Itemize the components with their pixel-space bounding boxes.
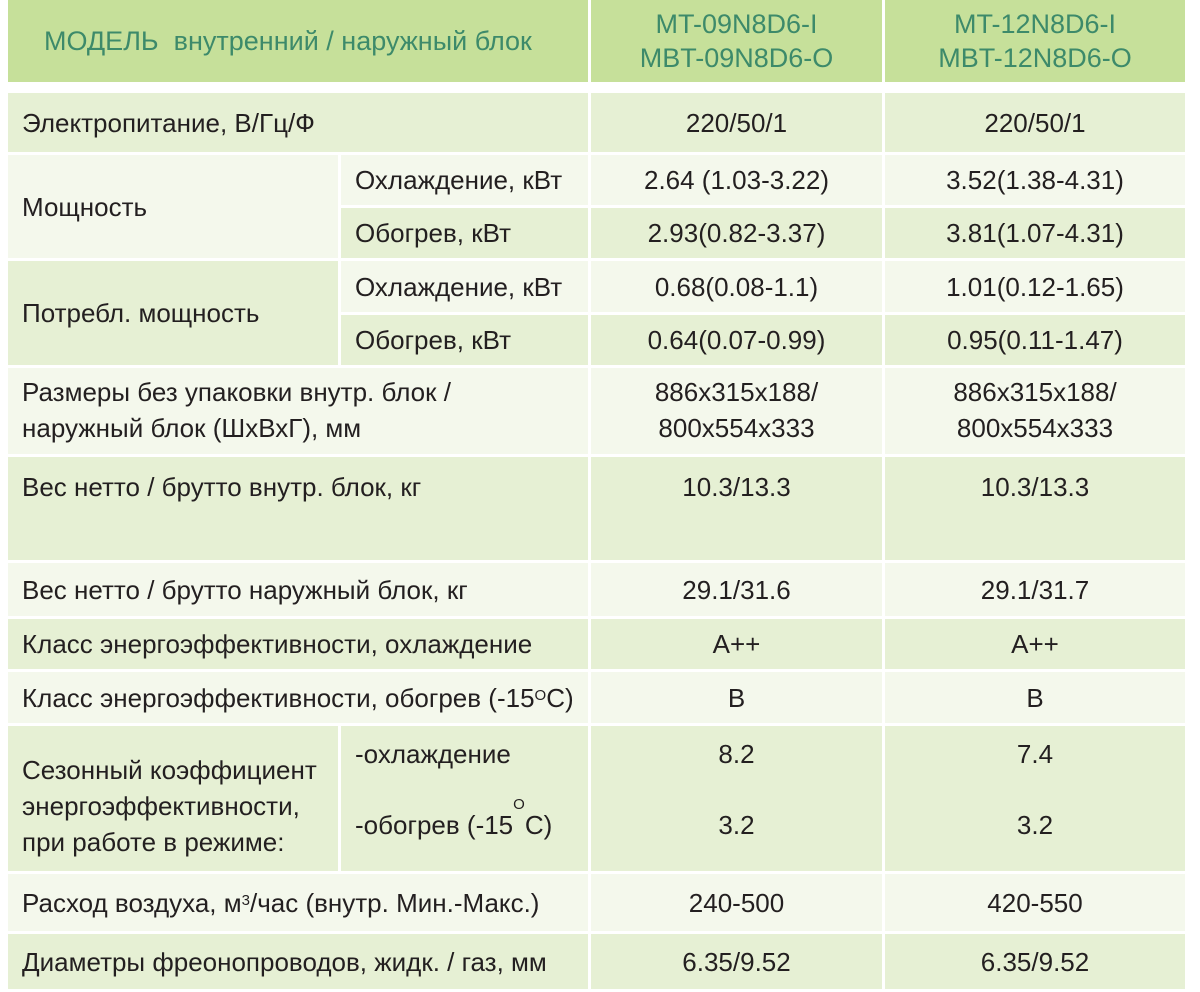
seasonal-values-1 [591, 726, 885, 874]
row-value: 2.64 (1.03-3.22) [591, 155, 885, 208]
dimensions-v2-line1: 886x315x188/ [953, 377, 1117, 407]
seasonal-label-line1: Сезонный коэффициент [22, 754, 317, 785]
row-value: 0.64(0.07-0.99) [591, 315, 885, 368]
row-value: 8.2 [718, 739, 755, 769]
row-value: A++ [885, 619, 1185, 672]
sub-label: Обогрев, кВт [341, 315, 591, 368]
unit1-indoor: MT-09N8D6-I [655, 9, 818, 39]
row-value: 10.3/13.3 [591, 457, 885, 563]
seasonal-label-line3: при работе в режиме: [22, 826, 285, 857]
row-value: A++ [591, 619, 885, 672]
row-value: 220/50/1 [591, 93, 885, 155]
dimensions-label-line1: Размеры без упаковки внутр. блок / [22, 377, 451, 407]
seasonal-cooling-label: -охлаждение [355, 739, 511, 769]
row-value: 1.01(0.12-1.65) [885, 261, 1185, 315]
label-prefix: -обогрев (-15 [355, 809, 514, 840]
seasonal-label-line2: энергоэффективности, [22, 790, 300, 821]
unit-header-2 [885, 0, 1185, 85]
row-value: 240-500 [591, 874, 885, 934]
model-header [8, 0, 591, 85]
row-value: 7.4 [1016, 739, 1054, 769]
label-suffix: /час (внутр. Мин.-Макс.) [249, 887, 540, 918]
dimensions-label-line2: наружный блок (ШхВхГ), мм [22, 413, 362, 443]
sub-label: Охлаждение, кВт [341, 155, 591, 208]
label-prefix: Класс энергоэффективности, обогрев (-15 [22, 682, 535, 713]
seasonal-heating-label: -обогрев (-15 $^O$ C) [341, 799, 588, 872]
row-value: 3.52(1.38-4.31) [885, 155, 1185, 208]
spec-table [8, 0, 1185, 977]
row-value: 220/50/1 [885, 93, 1185, 155]
unit2-outdoor: MBT-12N8D6-O [938, 43, 1132, 73]
label-suffix: C) [524, 809, 553, 840]
row-label: Электропитание, В/Гц/Ф [8, 93, 591, 155]
energy-class-heating-label: Класс энергоэффективности, обогрев (-15 $^O$ C) [8, 672, 591, 726]
row-value: 420-550 [885, 874, 1185, 934]
capacity-label: Мощность [8, 155, 341, 261]
dimensions-v1-line1: 886x315x188/ [654, 377, 819, 407]
seasonal-label [8, 726, 341, 874]
unit1-outdoor: MBT-09N8D6-O [639, 43, 834, 73]
row-value: 0.95(0.11-1.47) [885, 315, 1185, 368]
row-label: Диаметры фреонопроводов, жидк. / газ, мм [8, 934, 591, 992]
row-label: Вес нетто / брутто внутр. блок, кг [8, 457, 591, 563]
row-value: 29.1/31.6 [591, 563, 885, 619]
row-label: Вес нетто / брутто наружный блок, кг [8, 563, 591, 619]
sub-label: Охлаждение, кВт [341, 261, 591, 315]
row-value: B [885, 672, 1185, 726]
dimensions-label [8, 368, 591, 457]
consumption-label: Потребл. мощность [8, 261, 341, 368]
header-gap [8, 85, 1185, 93]
label-suffix: C) [546, 682, 574, 713]
row-value: B [591, 672, 885, 726]
row-value: 2.93(0.82-3.37) [591, 208, 885, 261]
row-value: 0.68(0.08-1.1) [591, 261, 885, 315]
sub-label: Обогрев, кВт [341, 208, 591, 261]
dimensions-value-1 [591, 368, 885, 457]
dimensions-v1-line2: 800x554x333 [658, 413, 815, 443]
row-value: 3.81(1.07-4.31) [885, 208, 1185, 261]
row-value: 10.3/13.3 [885, 457, 1185, 563]
dimensions-v2-line2: 800x554x333 [956, 413, 1114, 443]
model-sublabel: внутренний / наружный блок [173, 26, 532, 56]
row-value: 29.1/31.7 [885, 563, 1185, 619]
model-label: МОДЕЛЬ [44, 26, 159, 56]
label-prefix: Расход воздуха, м [22, 887, 242, 918]
dimensions-value-2 [885, 368, 1185, 457]
row-value: 3.2 [1016, 809, 1054, 840]
row-value: 3.2 [718, 809, 755, 840]
unit-header-1 [591, 0, 885, 85]
seasonal-values-2 [885, 726, 1185, 874]
row-label: Класс энергоэффективности, охлаждение [8, 619, 591, 672]
unit2-indoor: MT-12N8D6-I [953, 9, 1117, 39]
row-value: 6.35/9.52 [591, 934, 885, 992]
row-value: 6.35/9.52 [885, 934, 1185, 992]
airflow-label: Расход воздуха, м $^3$ /час (внутр. Мин.-Макс.) [8, 874, 591, 934]
seasonal-modes [341, 726, 591, 874]
